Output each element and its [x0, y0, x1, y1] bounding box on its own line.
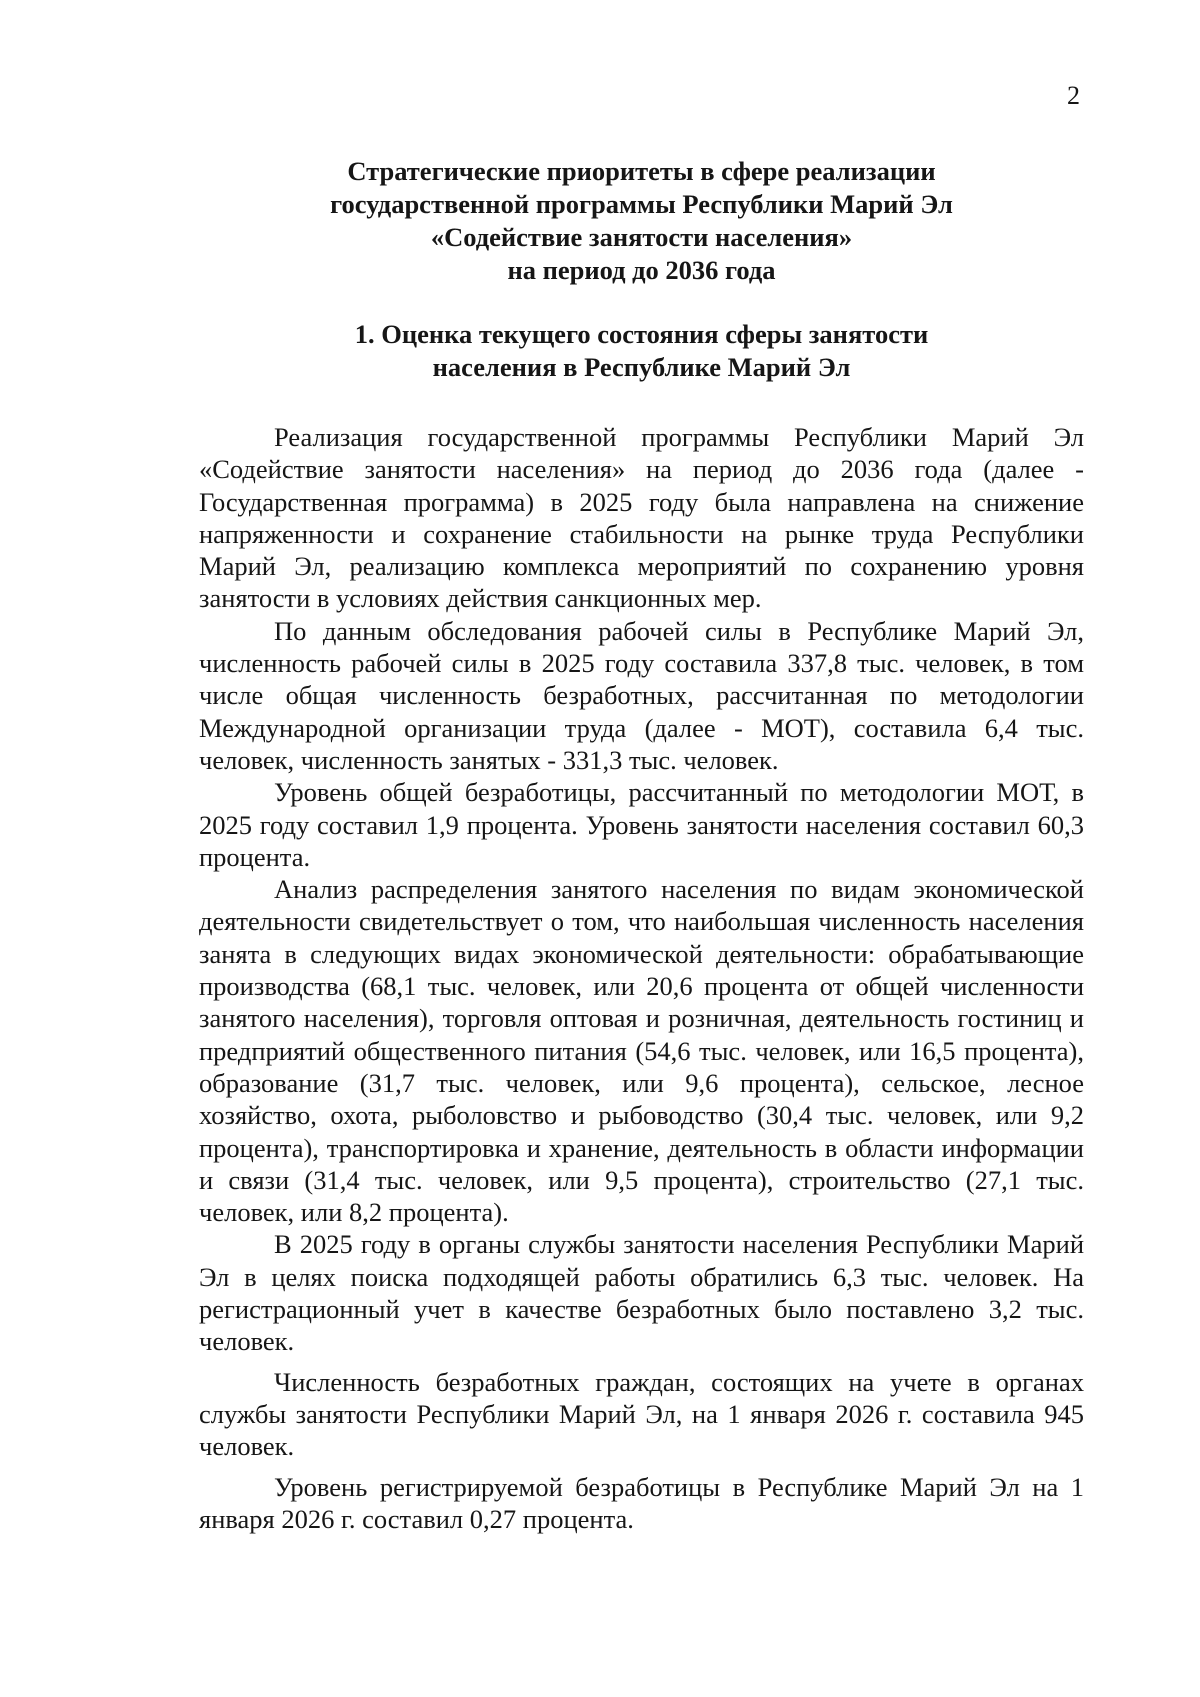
title-line: «Содействие занятости населения» — [430, 222, 853, 252]
section-heading — [199, 318, 1084, 384]
paragraph: По данным обследования рабочей силы в Республике Марий Эл, численность рабочей силы в 2025 году составила 337,8 тыс. человек, в том числе общая численность безработных, рассчитанная по методологии Международной организации труда (далее - МОТ), составила 6,4 тыс. человек, численность занятых - 331,3 тыс. человек. — [199, 615, 1084, 775]
paragraph: В 2025 году в органы службы занятости населения Республики Марий Эл в целях поиска подходящей работы обратились 6,3 тыс. человек. На регистрационный учет в качестве безработных было поставлено 3,2 тыс. человек. — [199, 1229, 1084, 1357]
paragraph: Реализация государственной программы Республики Марий Эл «Содействие занятости населения» на период до 2036 года (далее - Государственная программа) в 2025 году была направлена на снижение напряженности и сохранение стабильности на рынке труда Республики Марий Эл, реализацию комплекса мероприятий по сохранению уровня занятости в условиях действия санкционных мер. — [199, 422, 1084, 614]
document-title — [199, 155, 1084, 287]
title-line: Стратегические приоритеты в сфере реализации — [347, 156, 936, 186]
paragraph: Численность безработных граждан, состоящих на учете в органах службы занятости Республики Марий Эл, на 1 января 2026 г. составила 945 человек. — [199, 1366, 1084, 1462]
page-number: 2 — [1067, 81, 1080, 110]
title-line: государственной программы Республики Марий Эл — [330, 189, 953, 219]
document-body — [199, 155, 1084, 1535]
paragraph: Анализ распределения занятого населения по видам экономической деятельности свидетельствует о том, что наибольшая численность населения занята в следующих видах экономической деятельности: обрабатывающие производства (68,1 тыс. человек, или 20,6 процента от общей численности занятого населения), торговля оптовая и розничная, деятельность гостиниц и предприятий общественного питания (54,6 тыс. человек, или 16,5 процента), образование (31,7 тыс. человек, или 9,6 процента), сельское, лесное хозяйство, охота, рыболовство и рыбоводство (30,4 тыс. человек, или 9,2 процента), транспортировка и хранение, деятельность в области информации и связи (31,4 тыс. человек, или 9,5 процента), строительство (27,1 тыс. человек, или 8,2 процента). — [199, 874, 1084, 1228]
section-text — [199, 421, 1084, 1535]
section-heading-line: населения в Республике Марий Эл — [432, 352, 851, 382]
title-line: на период до 2036 года — [507, 255, 776, 285]
section-heading-line: 1. Оценка текущего состояния сферы занятости — [354, 319, 929, 349]
paragraph: Уровень регистрируемой безработицы в Республике Марий Эл на 1 января 2026 г. составил 0,27 процента. — [199, 1471, 1084, 1534]
paragraph: Уровень общей безработицы, рассчитанный по методологии МОТ, в 2025 году составил 1,9 процента. Уровень занятости населения составил 60,3 процента. — [199, 777, 1084, 872]
